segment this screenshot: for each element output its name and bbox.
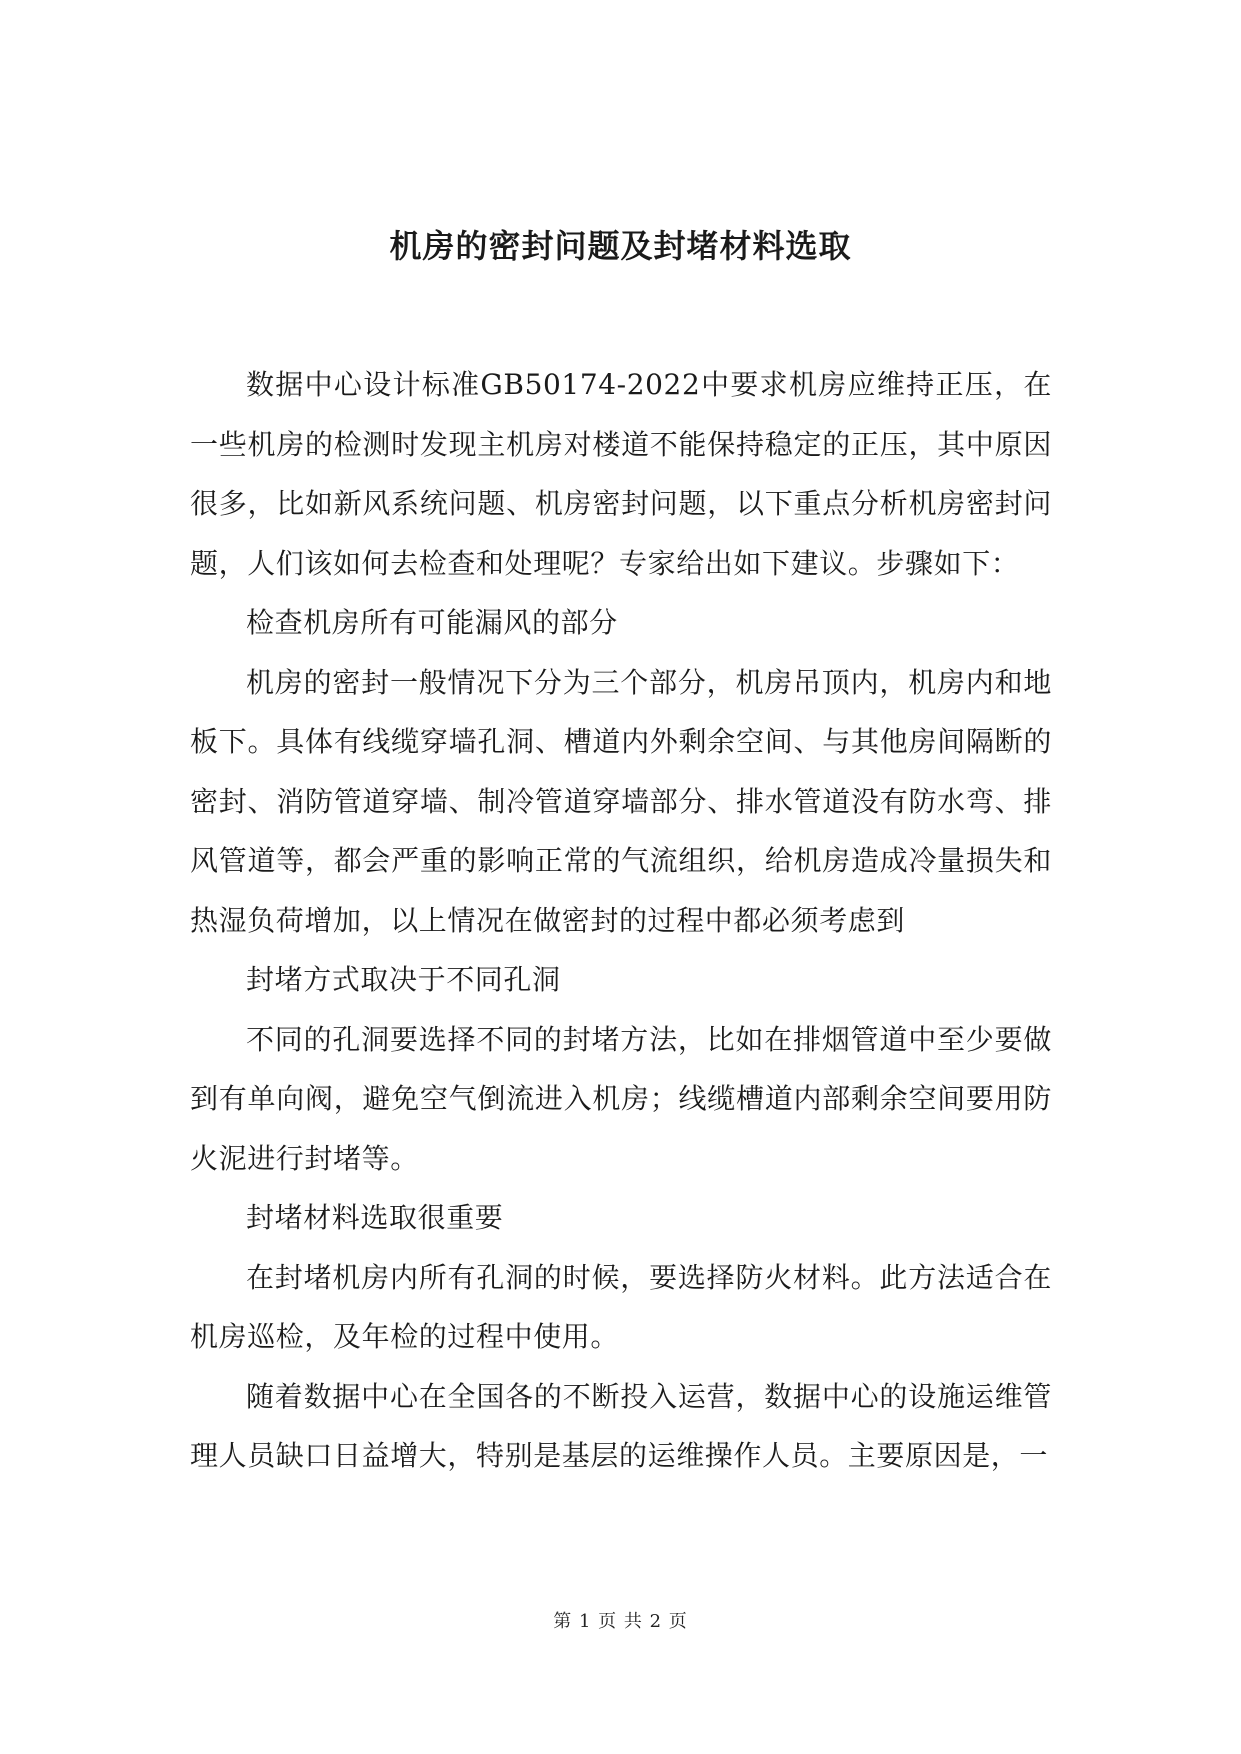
paragraph-intro: 数据中心设计标准GB50174-2022中要求机房应维持正压，在一些机房的检测时发现主机房对楼道不能保持稳定的正压，其中原因很多，比如新风系统问题、机房密封问题，以下重点分析机房密封问题，人们该如何去检查和处理呢？专家给出如下建议。步骤如下：	[190, 368, 1052, 580]
document-title: 机房的密封问题及封堵材料选取	[389, 227, 852, 265]
heading-material-selection: 封堵材料选取很重要	[246, 1201, 504, 1234]
paragraph-operations: 随着数据中心在全国各的不断投入运营，数据中心的设施运维管理人员缺口日益增大，特别是基层的运维操作人员。主要原因是，一	[190, 1379, 1052, 1472]
paragraph-material-selection: 在封堵机房内所有孔洞的时候，要选择防火材料。此方法适合在机房巡检，及年检的过程中使用。	[190, 1260, 1052, 1353]
paragraph-sealing-parts: 机房的密封一般情况下分为三个部分，机房吊顶内，机房内和地板下。具体有线缆穿墙孔洞、槽道内外剩余空间、与其他房间隔断的密封、消防管道穿墙、制冷管道穿墙部分、排水管道没有防水弯、排风管道等，都会严重的影响正常的气流组织，给机房造成冷量损失和热湿负荷增加，以上情况在做密封的过程中都必须考虑到	[190, 665, 1052, 937]
page-footer: 第 1 页 共 2 页	[553, 1611, 688, 1632]
heading-check-leaks: 检查机房所有可能漏风的部分	[246, 606, 618, 639]
document-body	[190, 355, 1052, 1486]
paragraph-sealing-method: 不同的孔洞要选择不同的封堵方法，比如在排烟管道中至少要做到有单向阀，避免空气倒流进入机房；线缆槽道内部剩余空间要用防火泥进行封堵等。	[190, 1022, 1052, 1175]
heading-sealing-method: 封堵方式取决于不同孔洞	[246, 963, 561, 996]
